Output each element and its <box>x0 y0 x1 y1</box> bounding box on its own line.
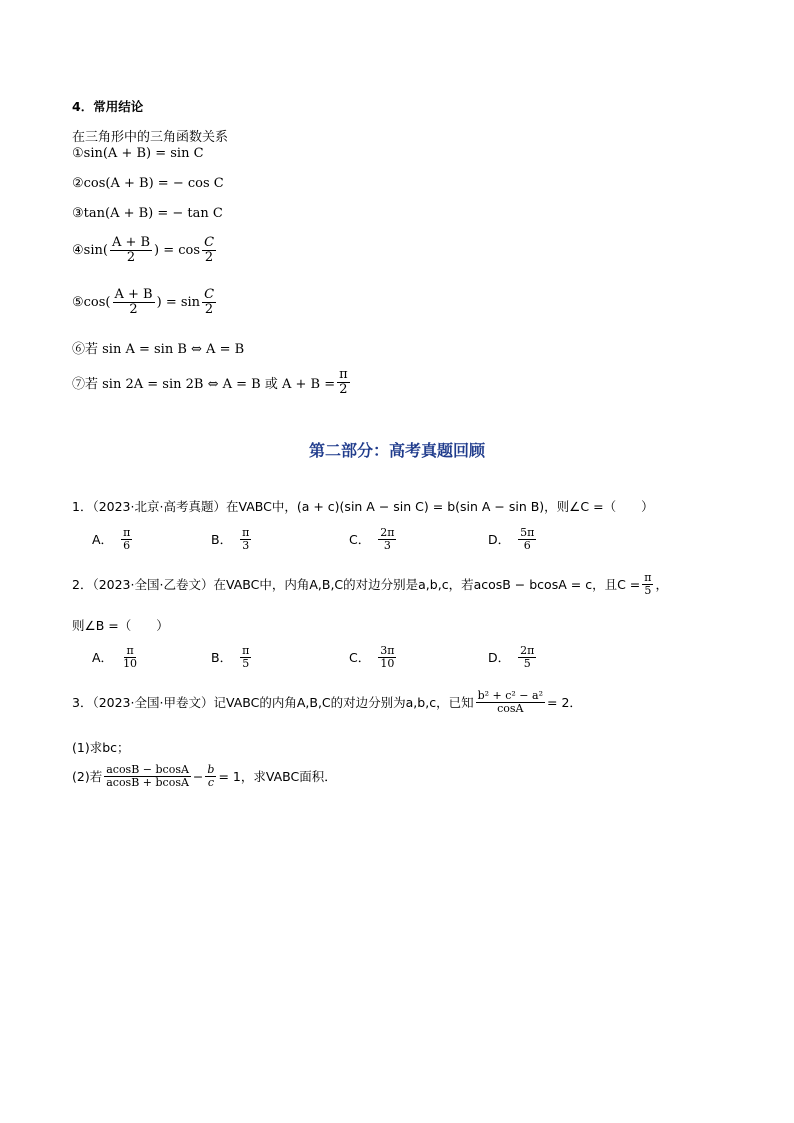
formula-1: ①sin(A + B) = sin C <box>72 146 204 161</box>
question-3-part-1: (1)求bc； <box>72 740 130 755</box>
question-1-stem: 1．（2023·北京·高考真题）在VABC中，(a + c)(sin A − sin C) = b(sin A − sin B)，则∠C =（ ） <box>72 499 654 514</box>
q1-option-d: D． $\frac{5\pi}{6}$ <box>488 526 535 552</box>
formula-5: ⑤cos( $\frac{A + B}{2}$ ) = sin $\frac{C}{2}$ <box>72 287 215 317</box>
section-heading: 4．常用结论 <box>72 99 144 114</box>
intro-text: 在三角形中的三角函数关系 <box>72 130 229 145</box>
q2-option-b: B． $\frac{\pi}{5}$ <box>211 644 250 670</box>
question-2-stem: 2．（2023·全国·乙卷文）在VABC中，内角A,B,C的对边分别是a,b,c，若acosB − bcosA = c，且C = $\frac{\pi}{5}$ ， <box>72 571 668 597</box>
formula-6: ⑥若 sin A = sin B ⇔ A = B <box>72 342 245 357</box>
q1-option-c: C． $\frac{2\pi}{3}$ <box>349 526 395 552</box>
q2-option-c: C． $\frac{3\pi}{10}$ <box>349 644 395 670</box>
question-2-stem-line2: 则∠B =（ ） <box>72 618 169 633</box>
formula-7: ⑦若 sin 2A = sin 2B ⇔ A = B 或 A + B = $\frac{\pi}{2}$ <box>72 367 348 397</box>
q2-option-a: A． $\frac{\pi}{10}$ <box>92 644 138 670</box>
q2-option-d: D． $\frac{2\pi}{5}$ <box>488 644 535 670</box>
q1-option-a: A． $\frac{\pi}{6}$ <box>92 526 131 552</box>
formula-3: ③tan(A + B) = − tan C <box>72 206 223 221</box>
formula-2: ②cos(A + B) = − cos C <box>72 176 224 191</box>
question-3-stem: 3．（2023·全国·甲卷文）记VABC的内角A,B,C的对边分别为a,b,c，已知 $\frac{\text{b² + c² − a²}}{\cos A}$ = 2． <box>72 689 582 715</box>
formula-4: ④sin( $\frac{A + B}{2}$ ) = cos $\frac{C}{2}$ <box>72 235 215 265</box>
section-title: 第二部分：高考真题回顾 <box>308 441 485 460</box>
q1-option-b: B． $\frac{\pi}{3}$ <box>211 526 250 552</box>
question-3-part-2: (2)若 $\frac{acosB - bcosA}{acosB + bcosA}$ − $\frac{b}{c}$ = 1，求VABC面积． <box>72 763 337 789</box>
